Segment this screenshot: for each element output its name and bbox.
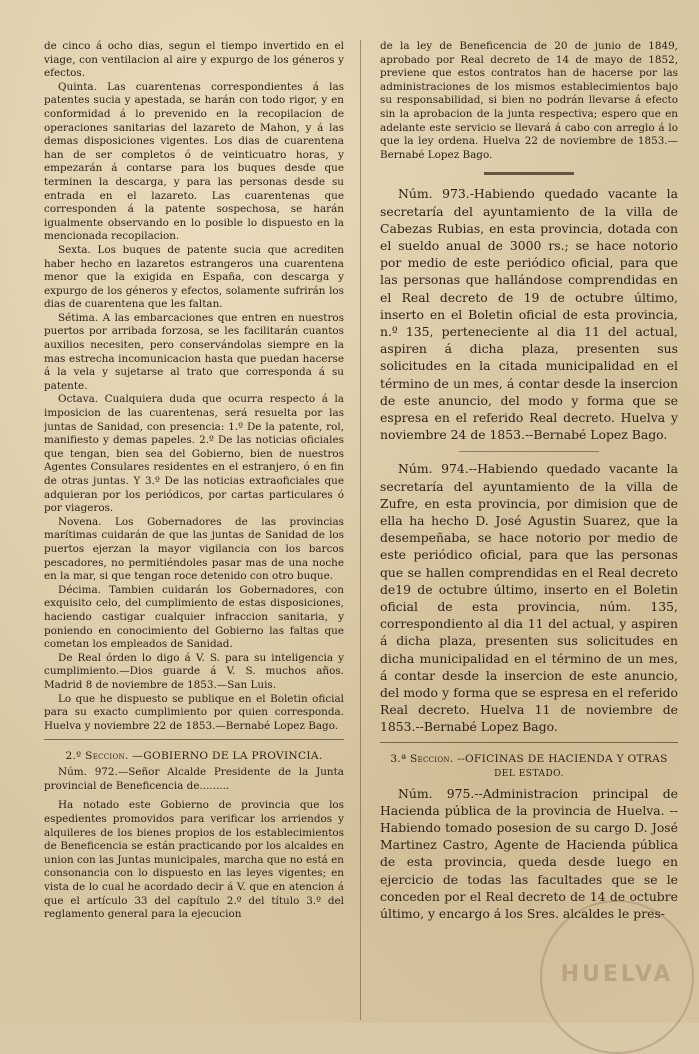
section-word: Seccion. [85, 750, 129, 763]
column-divider [360, 40, 361, 1020]
separator-rule [484, 172, 574, 175]
section-heading [44, 750, 344, 762]
paragraph: Núm. 973.-Habiendo quedado vacante la secretaría del ayuntamiento de la villa de Cabezas Rubias, en esta provincia, dotada con el sueldo anual de 3000 rs.; se hace notorio por medio de este periódico oficial, para que las personas que hallándose comprendidas en el Real decreto de 19 de octubre último, inserto en el Boletin oficial de esta provincia, n.º 135, perteneciente al dia 11 del actual, aspiren á dicha plaza, presenten sus solicitudes en la citada municipalidad en el término de un mes, á contar desde la insercion de este anuncio, del modo y forma que se espresa en el referido Real decreto. Huelva y noviembre 24 de 1853.--Bernabé Lopez Bago. [380, 186, 678, 443]
paragraph: Quinta. Las cuarentenas correspondientes á las patentes sucia y apestada, se harán con todo rigor, y en conformidad á lo prevenido en la recopilacion de operaciones sanitarias del lazareto de Mahon, y á las demas disposiciones vigentes. Los dias de cuarentena han de ser completos ó de veinticuatro horas, y empezarán á contarse para los buques desde que terminen la descarga, y para las personas desde su entrada en el lazareto. Las cuarentenas que corresponden á la patente sospechosa, se harán igualmente observando en lo posible lo dispuesto en la mencionada recopilacion. [44, 80, 344, 243]
paragraph: Novena. Los Gobernadores de las provincias marítimas cuidarán de que las juntas de Sanidad de los puertos ejerzan la mayor vigilancia con los barcos pescadores, no permitiéndoles pasar mas de una noche en la mar, si que tengan roce detenido con otro buque. [44, 515, 344, 583]
paragraph: Núm. 972.—Señor Alcalde Presidente de la Junta provincial de Beneficencia de......... [44, 766, 344, 792]
section-heading [380, 753, 678, 765]
left-column [44, 40, 344, 1023]
paragraph: Octava. Cualquiera duda que ocurra respecto á la imposicion de las cuarentenas, será resuelta por las juntas de Sanidad, con presencia: 1.º De la patente, rol, manifiesto y demas papeles. 2.º De las noticias oficiales que tengan, bien sea del Gobierno, bien de nuestros Agentes Consulares residentes en el estranjero, ó en fin de otras juntas. Y 3.º De las noticias extraoficiales que adquieran por los periódicos, por cartas particulares ó por viageros. [44, 393, 344, 515]
right-column [380, 40, 678, 1023]
section-subtitle: DEL ESTADO. [494, 768, 564, 779]
paragraph: de la ley de Beneficencia de 20 de junio de 1849, aprobado por Real decreto de 14 de mayo de 1852, previene que estos contratos han de hacerse por las administraciones de los mismos establecimientos bajo su responsabilidad, si bien no podrán llevarse á efecto sin la aprobacion de la junta respectiva; espero que en adelante este servicio se llevará á cabo con arreglo á lo que la ley ordena. Huelva 22 de noviembre de 1853.—Bernabé Lopez Bago. [380, 40, 678, 161]
separator-rule [459, 451, 599, 452]
paragraph: Lo que he dispuesto se publique en el Boletin oficial para su exacto cumplimiento por quien corresponda. Huelva y noviembre 22 de 1853.—Bernabé Lopez Bago. [44, 692, 344, 732]
watermark-text: HUELVA [560, 962, 674, 987]
paragraph: Décima. Tambien cuidarán los Gobernadores, con exquisito celo, del cumplimiento de estas disposiciones, haciendo castigar cualquier infraccion sanitaria, y poniendo en conocimiento del Gobierno las faltas que cometan los empleados de Sanidad. [44, 583, 344, 651]
section-title: --OFICINAS DE HACIENDA Y OTRAS [457, 752, 668, 765]
section-number: 3.ª [390, 752, 407, 765]
paragraph: De Real órden lo digo á V. S. para su inteligencia y cumplimiento.—Dios guarde á V. S. muchos años. Madrid 8 de noviembre de 1853.—San Luis. [44, 651, 344, 691]
library-stamp-watermark [540, 900, 694, 1054]
section-rule [380, 742, 678, 743]
paragraph: Sexta. Los buques de patente sucia que acrediten haber hecho en lazaretos estrangeros una cuarentena menor que la exigida en España, con descarga y expurgo de los géneros y efectos, solamente sufrirán los dias de cuarentena que les faltan. [44, 243, 344, 311]
paragraph: Núm. 974.--Habiendo quedado vacante la secretaría del ayuntamiento de la villa de Zufre, en esta provincia, por dimision que de ella ha hecho D. José Agustin Suarez, que la desempeñaba, se hace notorio por medio de este periódico oficial, para que las personas que se hallen comprendidas en el Real decreto de19 de octubre último, inserto en el Boletin oficial de esta provincia, núm. 135, correspondiento al dia 11 del actual, y aspiren á dicha plaza, presenten sus solicitudes en dicha municipalidad en el término de un mes, á contar desde la insercion de este anuncio, del modo y forma que se espresa en el referido Real decreto. Huelva 11 de noviembre de 1853.--Bernabé Lopez Bago. [380, 461, 678, 735]
section-rule [44, 739, 344, 740]
paragraph: Ha notado este Gobierno de provincia que los espedientes promovidos para verificar los arriendos y alquileres de los bienes propios de los establecimientos de Beneficencia se están practicando por los alcaldes en union con las Juntas municipales, marcha que no está en consonancia con lo dispuesto en las leyes vigentes; en vista de lo cual he acordado decir á V. que en atencion á que el artículo 33 del capítulo 2.º del título 3.º del reglamento general para la ejecucion [44, 799, 344, 921]
section-title: —GOBIERNO DE LA PROVINCIA. [132, 750, 323, 763]
paragraph: Sétima. A las embarcaciones que entren en nuestros puertos por arribada forzosa, se les facilitarán cuantos auxilios necesiten, pero conservándolas siempre en la mas estrecha incomunicacion hasta que puedan hacerse á la vela y sujetarse al trato que corresponda á su patente. [44, 311, 344, 392]
section-number: 2.º [65, 750, 82, 763]
paragraph: Núm. 975.--Administracion principal de Hacienda pública de la provincia de Huelva. --Habiendo tomado posesion de su cargo D. José Martinez Castro, Agente de Hacienda pública de esta provincia, queda desde luego en ejercicio de todas las facultades que se le conceden por el Real decreto de 14 de octubre último, y encargo á los Sres. alcaldes le pres- [380, 785, 678, 922]
section-word: Seccion. [410, 752, 454, 765]
paragraph: de cinco á ocho dias, segun el tiempo invertido en el viage, con ventilacion al aire y expurgo de los géneros y efectos. [44, 40, 344, 80]
